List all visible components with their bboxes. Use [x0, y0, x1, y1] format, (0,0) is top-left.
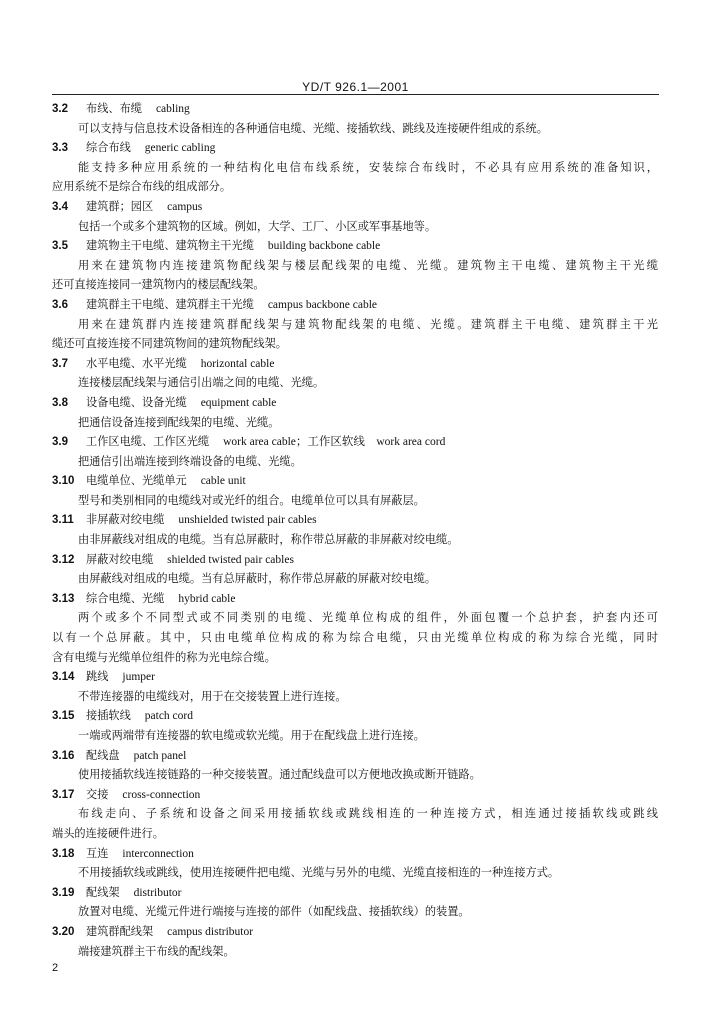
term-chinese: 配线架	[86, 885, 120, 899]
term-number: 3.20	[52, 925, 75, 938]
term-english: unshielded twisted pair cables	[178, 514, 317, 527]
term-english: horizontal cable	[200, 357, 275, 370]
term-number: 3.18	[52, 847, 75, 860]
term-number: 3.2	[52, 103, 68, 115]
term-chinese: 布线、布缆	[86, 102, 142, 115]
term-chinese: 综合布线	[86, 141, 131, 155]
term-heading	[52, 138, 658, 158]
term-heading	[52, 236, 658, 256]
term-number: 3.3	[52, 142, 68, 155]
term-entry	[52, 432, 658, 471]
definition-line: 一端或两端带有连接器的软电缆或软光缆。用于在配线盘上进行连接。	[78, 729, 425, 742]
term-entry	[52, 746, 658, 785]
definition-line: 两个或多个不同型式或不同类别的电缆、光缆单位构成的组件，外面包覆一个总护套，护套内还可	[78, 611, 658, 625]
term-heading	[52, 746, 658, 766]
term-entry	[52, 471, 658, 510]
term-heading	[52, 667, 658, 687]
term-heading	[52, 922, 658, 942]
term-number: 3.12	[52, 553, 75, 566]
term-number: 3.4	[52, 200, 68, 213]
term-english: jumper	[122, 671, 155, 684]
term-entry	[52, 138, 658, 197]
term-english: equipment cable	[200, 396, 277, 409]
definition-line: 不用接插软线或跳线，使用连接硬件把电缆、光缆与另外的电缆、光缆直接相连的一种连接方式。	[78, 866, 560, 880]
term-number: 3.5	[52, 240, 68, 253]
definition-line: 放置对电缆、光缆元件进行端接与连接的部件（如配线盘、接插软线）的装置。	[78, 905, 470, 919]
term-english: patch panel	[133, 749, 187, 762]
term-english: interconnection	[122, 847, 194, 860]
term-heading	[52, 432, 658, 452]
definition-line: 由非屏蔽线对组成的电缆。当有总屏蔽时，称作带总屏蔽的非屏蔽对绞电缆。	[78, 533, 459, 547]
term-heading	[52, 354, 658, 374]
term-heading	[52, 197, 658, 217]
definition-line: 用来在建筑群内连接建筑群配线架与建筑物配线架的电缆、光缆。建筑群主干电缆、建筑群主干光	[78, 317, 658, 331]
term-number: 3.14	[52, 671, 75, 684]
term-entry	[52, 393, 658, 432]
term-heading	[52, 99, 658, 119]
term-heading	[52, 785, 658, 805]
term-entry	[52, 667, 658, 706]
term-number: 3.10	[52, 475, 75, 488]
term-english: hybrid cable	[178, 592, 236, 605]
term-heading	[52, 295, 658, 315]
term-number: 3.8	[52, 396, 68, 409]
term-entry	[52, 510, 658, 549]
definition-line: 型号和类别相同的电缆线对或光纤的组合。电缆单位可以具有屏蔽层。	[78, 493, 425, 507]
definition-line: 能支持多种应用系统的一种结构化电信布线系统，安装综合布线时，不必具有应用系统的准备知识，	[78, 160, 658, 174]
definition-line: 不带连接器的电缆线对，用于在交接装置上进行连接。	[78, 689, 347, 703]
term-heading	[52, 883, 658, 903]
definition-line: 端接建筑群主干布线的配线架。	[78, 944, 235, 958]
standard-code: YD/T 926.1—2001	[302, 80, 409, 94]
definition-line: 可以支持与信息技术设备相连的各种通信电缆、光缆、接插软线、跳线及连接硬件组成的系统。	[78, 121, 548, 135]
term-number: 3.17	[52, 788, 75, 801]
term-chinese: 建筑群主干电缆、建筑群主干光缆	[86, 297, 254, 311]
definition-line: 端头的连接硬件进行。	[52, 826, 164, 840]
term-chinese: 跳线	[86, 670, 109, 684]
terms-list	[52, 99, 658, 961]
term-english: building backbone cable	[267, 240, 381, 253]
term-entry	[52, 197, 658, 236]
term-english: campus	[167, 200, 203, 213]
page-header	[52, 74, 659, 95]
term-entry	[52, 236, 658, 295]
term-english: distributor	[133, 886, 182, 899]
term-chinese: 屏蔽对绞电缆	[86, 552, 154, 566]
term-heading	[52, 589, 658, 609]
term-chinese: 互连	[86, 846, 109, 860]
term-chinese: 电缆单位、光缆单元	[86, 474, 187, 488]
term-heading	[52, 844, 658, 864]
definition-line: 以有一个总屏蔽。其中，只由电缆单位构成的称为综合电缆，只由光缆单位构成的称为综合光缆，同时	[52, 631, 658, 645]
term-entry	[52, 785, 658, 844]
term-chinese: 非屏蔽对绞电缆	[86, 513, 165, 527]
term-english: generic cabling	[144, 142, 216, 155]
definition-line: 应用系统不是综合布线的组成部分。	[52, 180, 232, 194]
term-chinese: 接插软线	[86, 709, 131, 723]
term-heading	[52, 550, 658, 570]
definition-line: 布线走向、子系统和设备之间采用接插软线或跳线相连的一种连接方式，相连通过接插软线或跳线	[78, 807, 658, 821]
term-english: shielded twisted pair cables	[167, 553, 294, 566]
term-entry	[52, 706, 658, 745]
term-entry	[52, 99, 658, 138]
term-number: 3.11	[52, 514, 74, 527]
term-english: work area cable；工作区软线 work area cord	[223, 436, 446, 449]
definition-line: 由屏蔽线对组成的电缆。当有总屏蔽时，称作带总屏蔽的屏蔽对绞电缆。	[78, 572, 437, 586]
definition-line: 缆还可直接连接不同建筑物间的建筑物配线架。	[52, 337, 287, 351]
term-heading	[52, 393, 658, 413]
term-chinese: 配线盘	[86, 748, 120, 762]
term-entry	[52, 844, 658, 883]
term-chinese: 建筑群；园区	[86, 199, 154, 213]
term-heading	[52, 706, 658, 726]
term-number: 3.7	[52, 357, 68, 370]
term-english: campus backbone cable	[267, 298, 378, 311]
term-chinese: 交接	[86, 787, 109, 801]
term-number: 3.6	[52, 298, 68, 311]
term-heading	[52, 471, 658, 491]
term-number: 3.13	[52, 592, 75, 605]
term-chinese: 工作区电缆、工作区光缆	[86, 435, 210, 449]
definition-line: 还可直接连接同一建筑物内的楼层配线架。	[52, 278, 265, 292]
definition-line: 用来在建筑物内连接建筑物配线架与楼层配线架的电缆、光缆。建筑物主干电缆、建筑物主干光缆	[78, 258, 658, 272]
definition-line: 使用接插软线连接链路的一种交接装置。通过配线盘可以方便地改换或断开链路。	[78, 768, 481, 782]
term-english: patch cord	[144, 710, 193, 723]
definition-line: 把通信设备连接到配线架的电缆、光缆。	[78, 415, 280, 429]
term-chinese: 水平电缆、水平光缆	[86, 356, 187, 370]
term-number: 3.16	[52, 749, 75, 762]
term-english: cross-connection	[122, 788, 201, 801]
term-entry	[52, 550, 658, 589]
term-heading	[52, 510, 658, 530]
term-chinese: 建筑群配线架	[86, 924, 154, 938]
term-chinese: 设备电缆、设备光缆	[86, 395, 187, 409]
term-entry	[52, 589, 658, 667]
definition-line: 把通信引出端连接到终端设备的电缆、光缆。	[78, 454, 302, 468]
term-entry	[52, 295, 658, 354]
term-entry	[52, 354, 658, 393]
term-number: 3.9	[52, 436, 68, 449]
definition-line: 连接楼层配线架与通信引出端之间的电缆、光缆。	[78, 376, 325, 390]
term-english: cabling	[155, 103, 190, 115]
term-entry	[52, 883, 658, 922]
term-entry	[52, 922, 658, 961]
term-english: campus distributor	[167, 925, 254, 938]
term-chinese: 建筑物主干电缆、建筑物主干光缆	[86, 239, 254, 253]
definition-line: 包括一个或多个建筑物的区域。例如，大学、工厂、小区或军事基地等。	[78, 219, 437, 233]
term-number: 3.15	[52, 710, 75, 723]
definition-line: 含有电缆与光缆单位组件的称为光电综合缆。	[52, 650, 276, 664]
term-english: cable unit	[200, 475, 246, 488]
term-chinese: 综合电缆、光缆	[86, 591, 165, 605]
term-number: 3.19	[52, 886, 75, 899]
page-number: 2	[52, 962, 59, 974]
